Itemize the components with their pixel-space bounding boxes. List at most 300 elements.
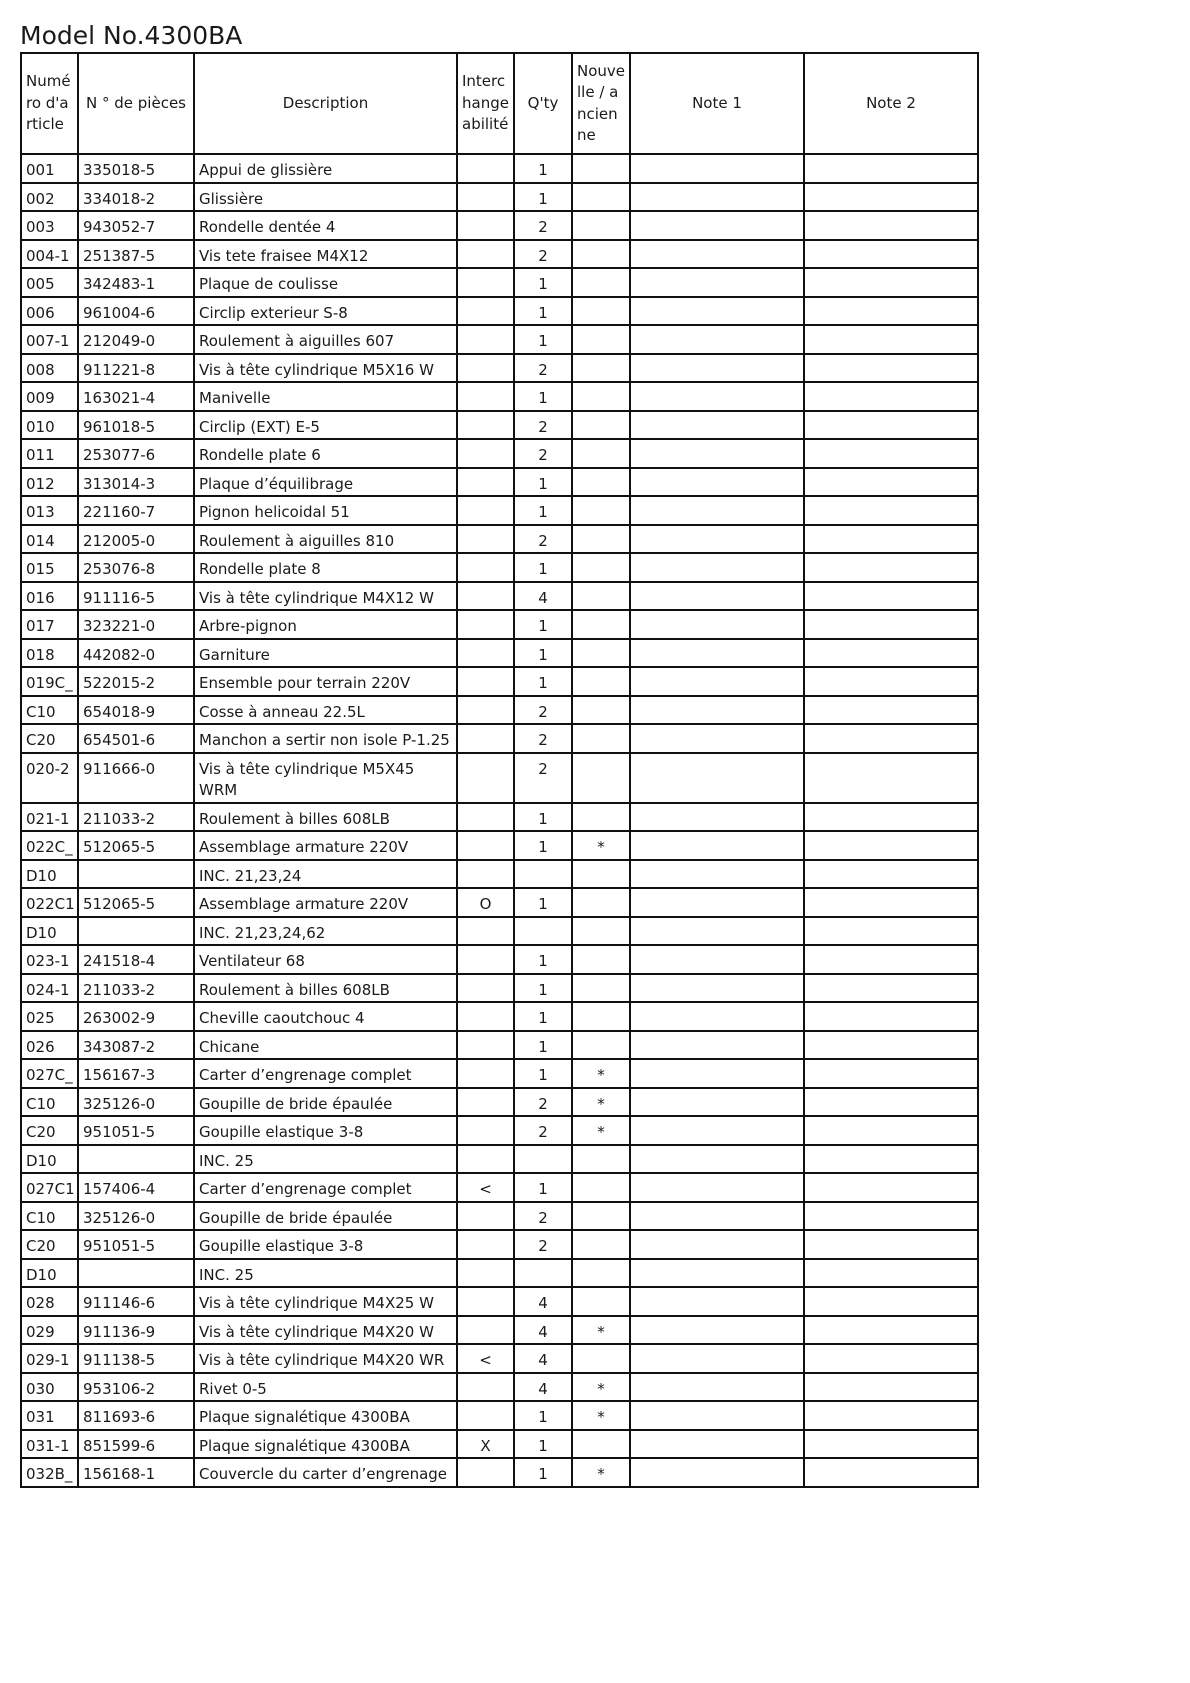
header-new-old: Nouvelle / ancienne [572,53,630,154]
cell-new-old [572,1173,630,1202]
header-part-no: N ° de pièces [78,53,194,154]
cell-note-1 [630,325,804,354]
cell-interchangeability [457,1401,514,1430]
cell-item-no: 009 [21,382,78,411]
cell-item-no: 015 [21,553,78,582]
cell-part-no: 911136-9 [78,1316,194,1345]
cell-qty: 2 [514,696,572,725]
cell-note-1 [630,496,804,525]
cell-item-no: 025 [21,1002,78,1031]
cell-interchangeability [457,211,514,240]
cell-note-2 [804,297,978,326]
table-row [21,211,978,240]
cell-part-no: 911138-5 [78,1344,194,1373]
cell-qty: 1 [514,382,572,411]
cell-part-no: 851599-6 [78,1430,194,1459]
cell-part-no: 512065-5 [78,888,194,917]
cell-interchangeability [457,496,514,525]
cell-note-2 [804,183,978,212]
cell-note-2 [804,382,978,411]
cell-new-old [572,1230,630,1259]
cell-note-2 [804,724,978,753]
cell-note-1 [630,382,804,411]
cell-description: Cosse à anneau 22.5L [194,696,457,725]
cell-note-1 [630,439,804,468]
cell-note-1 [630,1259,804,1288]
cell-interchangeability [457,297,514,326]
cell-description: Roulement à billes 608LB [194,803,457,832]
table-row [21,1344,978,1373]
cell-part-no: 325126-0 [78,1202,194,1231]
cell-interchangeability [457,1031,514,1060]
cell-qty [514,1259,572,1288]
cell-note-1 [630,696,804,725]
cell-note-2 [804,803,978,832]
table-row [21,888,978,917]
cell-qty: 2 [514,724,572,753]
cell-interchangeability [457,1259,514,1288]
cell-item-no: 027C1 [21,1173,78,1202]
cell-new-old [572,468,630,497]
cell-qty: 1 [514,639,572,668]
cell-part-no: 953106-2 [78,1373,194,1402]
cell-interchangeability [457,724,514,753]
cell-note-2 [804,1430,978,1459]
table-row [21,1287,978,1316]
cell-new-old [572,1202,630,1231]
cell-qty: 2 [514,211,572,240]
cell-description: Carter d’engrenage complet [194,1173,457,1202]
cell-note-1 [630,917,804,946]
cell-qty: 2 [514,354,572,383]
cell-qty: 1 [514,1401,572,1430]
cell-part-no [78,917,194,946]
cell-description: Rondelle plate 8 [194,553,457,582]
cell-note-2 [804,496,978,525]
table-row [21,639,978,668]
cell-qty: 2 [514,753,572,803]
cell-item-no: 022C_ [21,831,78,860]
cell-qty: 4 [514,1344,572,1373]
cell-part-no: 951051-5 [78,1116,194,1145]
cell-new-old [572,753,630,803]
cell-new-old [572,240,630,269]
cell-item-no: 007-1 [21,325,78,354]
cell-note-1 [630,1145,804,1174]
cell-description: Plaque signalétique 4300BA [194,1430,457,1459]
cell-new-old [572,1344,630,1373]
cell-qty: 1 [514,496,572,525]
cell-item-no: 002 [21,183,78,212]
cell-new-old [572,297,630,326]
cell-note-2 [804,667,978,696]
cell-new-old [572,1145,630,1174]
cell-interchangeability: < [457,1173,514,1202]
cell-note-2 [804,553,978,582]
cell-item-no: 001 [21,154,78,183]
cell-item-no: C10 [21,696,78,725]
cell-description: Assemblage armature 220V [194,831,457,860]
cell-note-2 [804,1116,978,1145]
cell-note-2 [804,1287,978,1316]
cell-part-no: 212005-0 [78,525,194,554]
cell-part-no: 961004-6 [78,297,194,326]
cell-note-2 [804,696,978,725]
cell-new-old [572,211,630,240]
cell-new-old [572,610,630,639]
cell-new-old [572,1031,630,1060]
cell-note-2 [804,411,978,440]
cell-description: Plaque de coulisse [194,268,457,297]
cell-note-2 [804,860,978,889]
cell-item-no: C20 [21,724,78,753]
table-row [21,496,978,525]
cell-note-1 [630,860,804,889]
cell-description: Roulement à aiguilles 810 [194,525,457,554]
cell-interchangeability [457,1316,514,1345]
cell-item-no: 032B_ [21,1458,78,1487]
table-row [21,917,978,946]
cell-note-2 [804,1088,978,1117]
table-row [21,753,978,803]
cell-interchangeability [457,183,514,212]
cell-part-no: 253076-8 [78,553,194,582]
cell-interchangeability [457,1287,514,1316]
cell-qty: 1 [514,468,572,497]
cell-interchangeability [457,382,514,411]
cell-item-no: 024-1 [21,974,78,1003]
header-item-no: Numéro d'article [21,53,78,154]
cell-interchangeability [457,1458,514,1487]
cell-note-1 [630,553,804,582]
cell-qty: 1 [514,888,572,917]
cell-item-no: 023-1 [21,945,78,974]
cell-interchangeability [457,753,514,803]
cell-qty: 1 [514,974,572,1003]
cell-qty: 1 [514,154,572,183]
cell-new-old [572,268,630,297]
cell-note-2 [804,154,978,183]
cell-note-1 [630,411,804,440]
cell-interchangeability [457,1088,514,1117]
table-row [21,1401,978,1430]
cell-description: Rondelle dentée 4 [194,211,457,240]
cell-interchangeability [457,154,514,183]
cell-qty: 2 [514,525,572,554]
cell-note-2 [804,974,978,1003]
cell-qty [514,917,572,946]
cell-new-old [572,382,630,411]
cell-item-no: 020-2 [21,753,78,803]
cell-note-2 [804,610,978,639]
cell-description: Roulement à billes 608LB [194,974,457,1003]
cell-new-old [572,974,630,1003]
cell-note-1 [630,268,804,297]
cell-interchangeability [457,917,514,946]
cell-interchangeability [457,803,514,832]
table-row [21,1059,978,1088]
cell-qty: 1 [514,1002,572,1031]
cell-description: Rivet 0-5 [194,1373,457,1402]
parts-table-body [21,154,978,1487]
cell-new-old [572,945,630,974]
cell-note-2 [804,1031,978,1060]
table-row [21,382,978,411]
cell-item-no: 022C1 [21,888,78,917]
cell-part-no: 334018-2 [78,183,194,212]
table-row [21,1002,978,1031]
cell-description: Garniture [194,639,457,668]
table-row [21,610,978,639]
cell-part-no: 951051-5 [78,1230,194,1259]
cell-part-no: 522015-2 [78,667,194,696]
table-row [21,325,978,354]
cell-interchangeability: X [457,1430,514,1459]
cell-interchangeability [457,354,514,383]
cell-part-no: 512065-5 [78,831,194,860]
table-row [21,1173,978,1202]
cell-note-1 [630,154,804,183]
table-row [21,268,978,297]
cell-description: Vis tete fraisee M4X12 [194,240,457,269]
cell-note-1 [630,183,804,212]
cell-new-old [572,553,630,582]
cell-new-old: * [572,831,630,860]
cell-note-1 [630,639,804,668]
cell-interchangeability [457,1230,514,1259]
cell-qty: 4 [514,582,572,611]
cell-interchangeability: < [457,1344,514,1373]
cell-part-no: 911221-8 [78,354,194,383]
cell-interchangeability [457,525,514,554]
cell-note-2 [804,1230,978,1259]
cell-note-2 [804,1202,978,1231]
cell-description: Manchon a sertir non isole P-1.25 [194,724,457,753]
cell-note-2 [804,917,978,946]
cell-note-2 [804,945,978,974]
cell-qty: 1 [514,1031,572,1060]
table-row [21,1145,978,1174]
table-row [21,1230,978,1259]
cell-note-2 [804,582,978,611]
table-row [21,1458,978,1487]
cell-item-no: 027C_ [21,1059,78,1088]
cell-item-no: 006 [21,297,78,326]
cell-qty: 1 [514,1430,572,1459]
cell-note-1 [630,974,804,1003]
cell-qty: 1 [514,183,572,212]
cell-note-1 [630,1173,804,1202]
cell-description: Vis à tête cylindrique M5X16 W [194,354,457,383]
cell-note-2 [804,831,978,860]
cell-new-old [572,411,630,440]
cell-part-no: 654501-6 [78,724,194,753]
cell-interchangeability [457,610,514,639]
cell-new-old: * [572,1116,630,1145]
cell-note-2 [804,354,978,383]
cell-new-old: * [572,1088,630,1117]
cell-note-1 [630,297,804,326]
cell-new-old: * [572,1401,630,1430]
cell-part-no: 313014-3 [78,468,194,497]
cell-qty: 1 [514,1059,572,1088]
cell-description: Goupille elastique 3-8 [194,1116,457,1145]
cell-qty: 2 [514,240,572,269]
cell-part-no: 263002-9 [78,1002,194,1031]
cell-note-2 [804,1145,978,1174]
header-description: Description [194,53,457,154]
cell-item-no: 019C_ [21,667,78,696]
cell-note-2 [804,753,978,803]
cell-item-no: C10 [21,1088,78,1117]
cell-note-1 [630,1373,804,1402]
cell-item-no: C20 [21,1230,78,1259]
cell-interchangeability [457,582,514,611]
cell-interchangeability [457,268,514,297]
cell-part-no: 156168-1 [78,1458,194,1487]
cell-qty: 2 [514,1116,572,1145]
cell-description: Appui de glissière [194,154,457,183]
cell-qty: 2 [514,1088,572,1117]
cell-note-2 [804,1002,978,1031]
cell-new-old [572,888,630,917]
cell-interchangeability [457,439,514,468]
cell-description: Plaque d’équilibrage [194,468,457,497]
cell-item-no: D10 [21,1259,78,1288]
cell-description: INC. 25 [194,1145,457,1174]
cell-description: Assemblage armature 220V [194,888,457,917]
cell-note-1 [630,724,804,753]
cell-note-2 [804,1173,978,1202]
cell-description: Arbre-pignon [194,610,457,639]
cell-note-1 [630,1002,804,1031]
cell-note-1 [630,582,804,611]
cell-part-no: 157406-4 [78,1173,194,1202]
cell-qty: 1 [514,610,572,639]
cell-qty: 1 [514,1458,572,1487]
table-row [21,439,978,468]
cell-part-no: 911666-0 [78,753,194,803]
cell-interchangeability [457,1116,514,1145]
cell-interchangeability [457,860,514,889]
cell-description: Cheville caoutchouc 4 [194,1002,457,1031]
cell-description: INC. 21,23,24 [194,860,457,889]
table-row [21,1088,978,1117]
cell-part-no: 343087-2 [78,1031,194,1060]
cell-part-no: 961018-5 [78,411,194,440]
cell-qty: 1 [514,945,572,974]
cell-description: Goupille de bride épaulée [194,1202,457,1231]
cell-description: Vis à tête cylindrique M5X45 WRM [194,753,457,803]
cell-note-2 [804,525,978,554]
cell-new-old [572,582,630,611]
cell-description: Carter d’engrenage complet [194,1059,457,1088]
cell-note-1 [630,1344,804,1373]
cell-item-no: 012 [21,468,78,497]
cell-qty: 1 [514,297,572,326]
cell-note-1 [630,468,804,497]
cell-part-no: 811693-6 [78,1401,194,1430]
cell-new-old [572,1002,630,1031]
cell-part-no: 911146-6 [78,1287,194,1316]
cell-item-no: D10 [21,1145,78,1174]
table-row [21,468,978,497]
cell-part-no: 221160-7 [78,496,194,525]
cell-item-no: 011 [21,439,78,468]
cell-note-2 [804,325,978,354]
cell-item-no: 004-1 [21,240,78,269]
cell-description: Couvercle du carter d’engrenage [194,1458,457,1487]
cell-part-no: 241518-4 [78,945,194,974]
cell-note-1 [630,1401,804,1430]
cell-new-old [572,439,630,468]
table-row [21,525,978,554]
cell-item-no: C20 [21,1116,78,1145]
cell-new-old: * [572,1458,630,1487]
cell-qty: 4 [514,1316,572,1345]
cell-item-no: 018 [21,639,78,668]
cell-note-2 [804,639,978,668]
cell-item-no: 021-1 [21,803,78,832]
cell-note-1 [630,1316,804,1345]
cell-note-1 [630,831,804,860]
cell-new-old [572,1287,630,1316]
cell-qty: 2 [514,1230,572,1259]
table-row [21,297,978,326]
parts-table [20,52,979,1488]
header-note-1: Note 1 [630,53,804,154]
cell-qty [514,860,572,889]
document-title: Model No.4300BA [20,21,243,50]
cell-interchangeability [457,831,514,860]
cell-note-2 [804,1259,978,1288]
table-row [21,240,978,269]
table-row [21,945,978,974]
cell-description: Manivelle [194,382,457,411]
cell-qty: 1 [514,1173,572,1202]
cell-note-1 [630,803,804,832]
cell-note-1 [630,525,804,554]
cell-part-no: 323221-0 [78,610,194,639]
cell-interchangeability [457,667,514,696]
cell-note-1 [630,1287,804,1316]
cell-part-no: 156167-3 [78,1059,194,1088]
cell-interchangeability [457,974,514,1003]
cell-note-1 [630,1059,804,1088]
cell-item-no: 031 [21,1401,78,1430]
cell-interchangeability [457,240,514,269]
table-row [21,974,978,1003]
cell-interchangeability: O [457,888,514,917]
cell-note-1 [630,1430,804,1459]
cell-description: Vis à tête cylindrique M4X25 W [194,1287,457,1316]
cell-note-1 [630,945,804,974]
cell-description: Vis à tête cylindrique M4X20 W [194,1316,457,1345]
cell-description: Roulement à aiguilles 607 [194,325,457,354]
cell-note-2 [804,1316,978,1345]
cell-note-1 [630,1458,804,1487]
cell-new-old: * [572,1316,630,1345]
cell-part-no: 211033-2 [78,974,194,1003]
cell-part-no: 442082-0 [78,639,194,668]
cell-interchangeability [457,1059,514,1088]
cell-item-no: 003 [21,211,78,240]
cell-note-1 [630,1031,804,1060]
cell-part-no: 251387-5 [78,240,194,269]
cell-interchangeability [457,1002,514,1031]
cell-note-1 [630,354,804,383]
cell-item-no: C10 [21,1202,78,1231]
